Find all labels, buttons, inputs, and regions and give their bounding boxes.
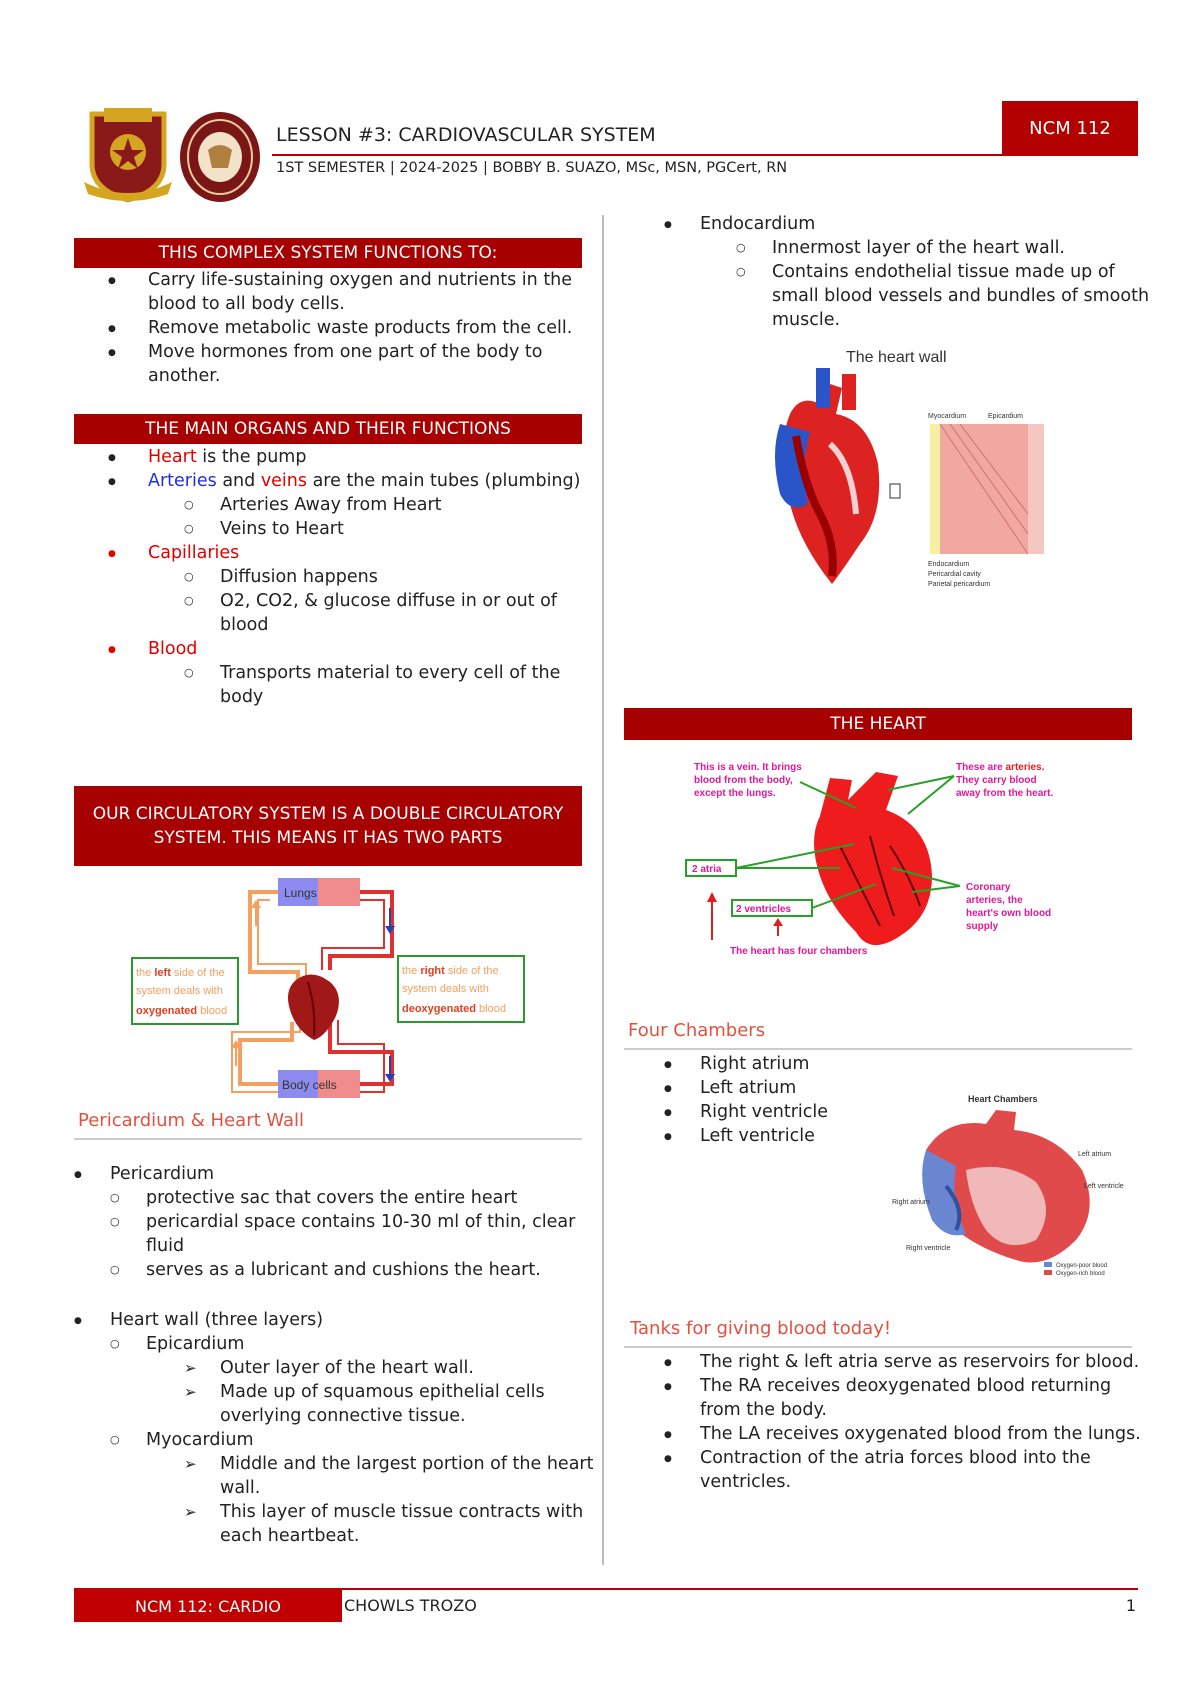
- list-item: ➢ This layer of muscle tissue contracts with each heartbeat.: [0, 1500, 594, 1548]
- list-item: ➢ Middle and the largest portion of the heart wall.: [0, 1452, 594, 1500]
- list-item: ○ O2, CO2, & glucose diffuse in or out of blood: [74, 589, 594, 637]
- list-item: ○ Transports material to every cell of the body: [74, 661, 594, 709]
- circulation-diagram: [130, 870, 530, 1100]
- page-number: 1: [1125, 1596, 1136, 1615]
- svg-text:Oxygen-poor blood: Oxygen-poor blood: [1056, 1263, 1108, 1269]
- heart-diagram: [680, 756, 1100, 966]
- svg-text:oxygenated blood: oxygenated blood: [136, 1005, 228, 1017]
- heart-word: Heart: [148, 447, 197, 467]
- list-item: ● Left ventricle: [590, 1124, 890, 1148]
- list-item: ○ Arteries Away from Heart: [74, 493, 594, 517]
- body-cells-label: Body cells: [282, 1078, 337, 1092]
- svg-text:Oxygen-rich blood: Oxygen-rich blood: [1056, 1271, 1105, 1277]
- svg-text:supply: supply: [966, 921, 999, 932]
- list-item: ● The LA receives oxygenated blood from the lungs.: [590, 1422, 1150, 1446]
- svg-text:Heart Chambers: Heart Chambers: [968, 1094, 1038, 1104]
- list-item: ○ Innermost layer of the heart wall.: [590, 236, 1150, 260]
- list-item: ● The RA receives deoxygenated blood returning from the body.: [590, 1374, 1150, 1422]
- footer-course: NCM 112: CARDIO: [74, 1590, 342, 1622]
- arteries-word: Arteries: [148, 471, 217, 491]
- section-rule: [74, 1138, 582, 1140]
- figure-title: The heart wall: [846, 349, 947, 366]
- svg-text:system deals with: system deals with: [136, 985, 223, 997]
- svg-text:Endocardium: Endocardium: [928, 561, 970, 568]
- heart-chambers-figure: [886, 1090, 1146, 1280]
- svg-text:The heart has four chambers: The heart has four chambers: [730, 946, 868, 957]
- list-item: ○ Diffusion happens: [74, 565, 594, 589]
- list-item: ● Right atrium: [590, 1052, 890, 1076]
- svg-text:They carry blood: They carry blood: [956, 775, 1037, 786]
- university-logo: [78, 104, 178, 204]
- veins-word: veins: [260, 471, 308, 491]
- heartwall-list: [0, 1308, 594, 1548]
- svg-text:2 atria: 2 atria: [692, 864, 722, 875]
- pericardium-title: Pericardium & Heart Wall: [78, 1110, 305, 1131]
- svg-text:Right atrium: Right atrium: [892, 1199, 930, 1206]
- lesson-title: LESSON #3: CARDIOVASCULAR SYSTEM: [276, 124, 656, 146]
- svg-text:the left side of the: the left side of the: [136, 967, 225, 979]
- pericardium-list: [0, 1162, 594, 1282]
- svg-text:2 ventricles: 2 ventricles: [736, 904, 792, 915]
- functions-banner: THIS COMPLEX SYSTEM FUNCTIONS TO:: [74, 238, 582, 268]
- list-item: ○ protective sac that covers the entire heart: [0, 1186, 594, 1210]
- list-item: ➢ Made up of squamous epithelial cells overlying connective tissue.: [0, 1380, 594, 1428]
- list-item: ● Right ventricle: [590, 1100, 890, 1124]
- list-item: ○ Veins to Heart: [74, 517, 594, 541]
- college-seal: [178, 110, 262, 204]
- svg-text:Epicardium: Epicardium: [988, 413, 1024, 420]
- svg-text:Pericardial cavity: Pericardial cavity: [928, 571, 981, 578]
- list-item: ● Endocardium: [590, 212, 1150, 236]
- section-rule: [624, 1048, 1132, 1050]
- svg-text:Parietal pericardium: Parietal pericardium: [928, 581, 991, 588]
- svg-text:Left ventricle: Left ventricle: [1084, 1183, 1124, 1190]
- list-item: ○ pericardial space contains 10-30 ml of thin, clear fluid: [0, 1210, 594, 1258]
- list-item: ● Contraction of the atria forces blood into the ventricles.: [590, 1446, 1150, 1494]
- organs-list: [74, 445, 594, 709]
- section-rule: [624, 1346, 1132, 1348]
- svg-text:These are arteries.: These are arteries.: [956, 762, 1045, 773]
- list-item: ○ Myocardium: [0, 1428, 594, 1452]
- svg-text:except the lungs.: except the lungs.: [694, 788, 776, 799]
- list-item: ➢ Outer layer of the heart wall.: [0, 1356, 594, 1380]
- list-item: ● Heart wall (three layers): [0, 1308, 594, 1332]
- heart-banner: THE HEART: [624, 708, 1132, 740]
- list-item: ● Arteries and veins are the main tubes (plumbing): [74, 469, 594, 493]
- tanks-list: [590, 1350, 1150, 1494]
- list-item: ● Capillaries: [74, 541, 594, 565]
- list-item: ○ Epicardium: [0, 1332, 594, 1356]
- svg-text:arteries, the: arteries, the: [966, 895, 1023, 906]
- four-chambers-title: Four Chambers: [628, 1020, 766, 1041]
- svg-text:Left atrium: Left atrium: [1078, 1151, 1112, 1158]
- list-item: ● Remove metabolic waste products from the cell.: [74, 316, 594, 340]
- list-item: ● Carry life-sustaining oxygen and nutrients in the blood to all body cells.: [74, 268, 594, 316]
- svg-text:the right side of the: the right side of the: [402, 965, 499, 977]
- list-item: ● Move hormones from one part of the body to another.: [74, 340, 594, 388]
- endocardium-list: [590, 212, 1150, 332]
- list-item: ● Pericardium: [0, 1162, 594, 1186]
- heart-wall-figure: [760, 344, 1080, 644]
- course-badge: NCM 112: [1002, 101, 1138, 155]
- svg-text:Coronary: Coronary: [966, 882, 1011, 893]
- functions-list: [74, 268, 594, 388]
- list-item: ● Left atrium: [590, 1076, 890, 1100]
- svg-text:system deals with: system deals with: [402, 983, 489, 995]
- double-circulation-banner: OUR CIRCULATORY SYSTEM IS A DOUBLE CIRCULATORY SYSTEM. THIS MEANS IT HAS TWO PARTS: [74, 786, 582, 866]
- svg-text:heart's own blood: heart's own blood: [966, 908, 1052, 919]
- tanks-title: Tanks for giving blood today!: [630, 1318, 892, 1339]
- svg-text:deoxygenated blood: deoxygenated blood: [402, 1003, 506, 1015]
- list-item: ● Blood: [74, 637, 594, 661]
- svg-text:This is a vein. It brings: This is a vein. It brings: [694, 762, 802, 773]
- list-item: ○ serves as a lubricant and cushions the heart.: [0, 1258, 594, 1282]
- lungs-label: Lungs: [284, 886, 317, 900]
- chambers-list: [590, 1052, 890, 1148]
- svg-text:blood from the body,: blood from the body,: [694, 775, 793, 786]
- footer-author: CHOWLS TROZO: [344, 1596, 477, 1615]
- list-item: ● Heart is the pump: [74, 445, 594, 469]
- svg-text:away from the heart.: away from the heart.: [956, 788, 1054, 799]
- svg-text:Right ventricle: Right ventricle: [906, 1245, 951, 1252]
- svg-text:Myocardium: Myocardium: [928, 413, 967, 420]
- lesson-subtitle: 1ST SEMESTER | 2024-2025 | BOBBY B. SUAZO, MSc, MSN, PGCert, RN: [276, 160, 788, 176]
- organs-banner: THE MAIN ORGANS AND THEIR FUNCTIONS: [74, 414, 582, 444]
- list-item: ● The right & left atria serve as reservoirs for blood.: [590, 1350, 1150, 1374]
- list-item: ○ Contains endothelial tissue made up of small blood vessels and bundles of smooth muscle.: [590, 260, 1150, 332]
